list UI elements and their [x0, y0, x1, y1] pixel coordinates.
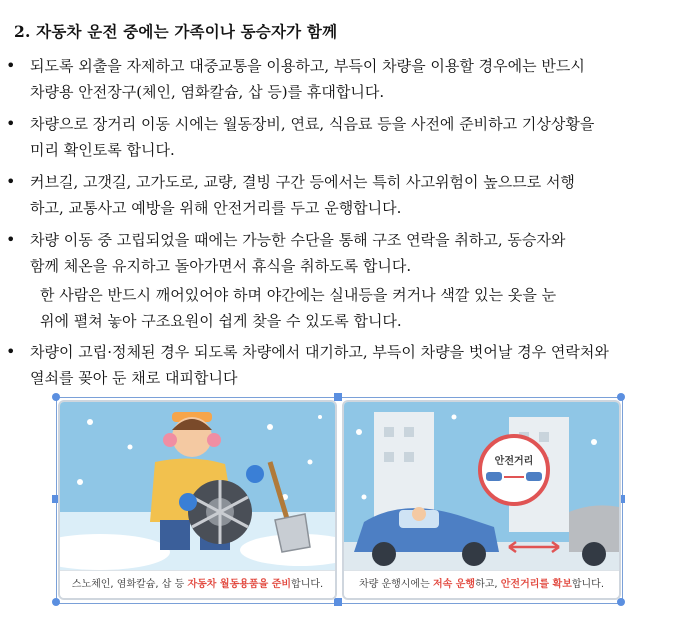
driver-face — [412, 507, 426, 521]
window — [384, 427, 394, 437]
window — [404, 427, 414, 437]
snowflake — [267, 424, 273, 430]
bullet-item-4 — [30, 227, 660, 279]
bullet-2-line-2: 미리 확인토록 합니다. — [30, 141, 175, 159]
snowflake — [452, 415, 457, 420]
shovel-icon — [275, 514, 310, 552]
continuation-paragraph — [40, 282, 660, 334]
bullet-1-line-1: • 되도록 외출을 자제하고 대중교통을 이용하고, 부득이 차량을 이용할 경우에는 반드시 — [30, 57, 585, 75]
bullet-item-3 — [30, 169, 660, 221]
car-wheel — [462, 542, 486, 566]
resize-handle-bottom-center[interactable] — [334, 598, 342, 606]
window — [539, 432, 549, 442]
resize-handle-bottom-right[interactable] — [617, 598, 625, 606]
bullet-5-line-2: 열쇠를 꽂아 둔 채로 대피합니다 — [30, 369, 238, 387]
bullet-2-line-1: • 차량으로 장거리 이동 시에는 월동장비, 연료, 식음료 등을 사전에 준비하고 기상상황을 — [30, 115, 595, 133]
earmuff-left — [163, 433, 177, 447]
snowflake — [308, 460, 313, 465]
caption-text: 하고, — [475, 579, 501, 590]
bullet-4-line-2: 함께 체온을 유지하고 돌아가면서 휴식을 취하도록 합니다. — [30, 257, 412, 275]
bullet-item-1 — [30, 53, 660, 105]
caption-highlight: 자동차 월동용품을 준비 — [187, 579, 292, 590]
illustration-safe-distance — [342, 400, 621, 600]
car-wheel — [372, 542, 396, 566]
snowflake — [591, 439, 597, 445]
resize-handle-top-center[interactable] — [334, 393, 342, 401]
resize-handle-bottom-left[interactable] — [52, 598, 60, 606]
car-wheel — [582, 542, 606, 566]
resize-handle-top-left[interactable] — [52, 393, 60, 401]
sign-label: 안전거리 — [494, 456, 534, 467]
snowflake — [77, 479, 83, 485]
snowflake — [128, 445, 133, 450]
window — [404, 452, 414, 462]
sign-car-left — [486, 472, 502, 481]
glove-right — [246, 465, 264, 483]
bullet-4-line-1: • 차량 이동 중 고립되었을 때에는 가능한 수단을 통해 구조 연락을 취하고, 동승자와 — [30, 231, 566, 249]
caption-highlight: 안전거리를 확보 — [500, 579, 572, 590]
resize-handle-top-right[interactable] — [617, 393, 625, 401]
snowflake — [87, 419, 93, 425]
paragraph-line-2: 위에 펼쳐 놓아 구조요원이 쉽게 찾을 수 있도록 합니다. — [40, 312, 402, 330]
person-leg-left — [160, 520, 190, 550]
snowflake — [362, 495, 367, 500]
caption-text: 차량 운행시에는 — [358, 579, 433, 590]
safe-distance-sign-icon — [480, 436, 548, 504]
bullet-5-line-1: • 차량이 고립·정체된 경우 되도록 차량에서 대기하고, 부득이 차량을 벗어날 경우 연락처와 — [30, 343, 609, 361]
caption-safe-distance — [344, 570, 619, 598]
illustration-winter-supplies — [58, 400, 337, 600]
caption-text: 합니다. — [571, 579, 605, 590]
earmuff-right — [207, 433, 221, 447]
paragraph-line-1: 한 사람은 반드시 깨어있어야 하며 야간에는 실내등을 켜거나 색깔 있는 옷을 눈 — [40, 286, 557, 304]
sign-car-right — [526, 472, 542, 481]
bullet-3-line-1: • 커브길, 고갯길, 고가도로, 교량, 결빙 구간 등에서는 특히 사고위험이 높으므로 서행 — [30, 173, 575, 191]
bullet-item-5 — [30, 339, 660, 391]
caption-text: 스노체인, 염화칼슘, 삽 등 — [71, 579, 188, 590]
bullet-item-2 — [30, 111, 660, 163]
section-heading: 2. 자동차 운전 중에는 가족이나 동승자가 함께 — [14, 22, 338, 41]
winter-supplies-illustration — [60, 402, 335, 572]
window — [384, 452, 394, 462]
caption-highlight: 저속 운행 — [432, 579, 476, 590]
snowflake — [356, 429, 362, 435]
glove-left — [179, 493, 197, 511]
bullet-3-line-2: 하고, 교통사고 예방을 위해 안전거리를 두고 운행합니다. — [30, 199, 402, 217]
caption-text: 합니다. — [291, 579, 324, 590]
snowflake — [318, 415, 322, 419]
safe-distance-illustration — [344, 402, 619, 572]
bullet-1-line-2: 차량용 안전장구(체인, 염화칼슘, 삽 등)를 휴대합니다. — [30, 83, 385, 101]
caption-winter-supplies — [60, 570, 335, 598]
